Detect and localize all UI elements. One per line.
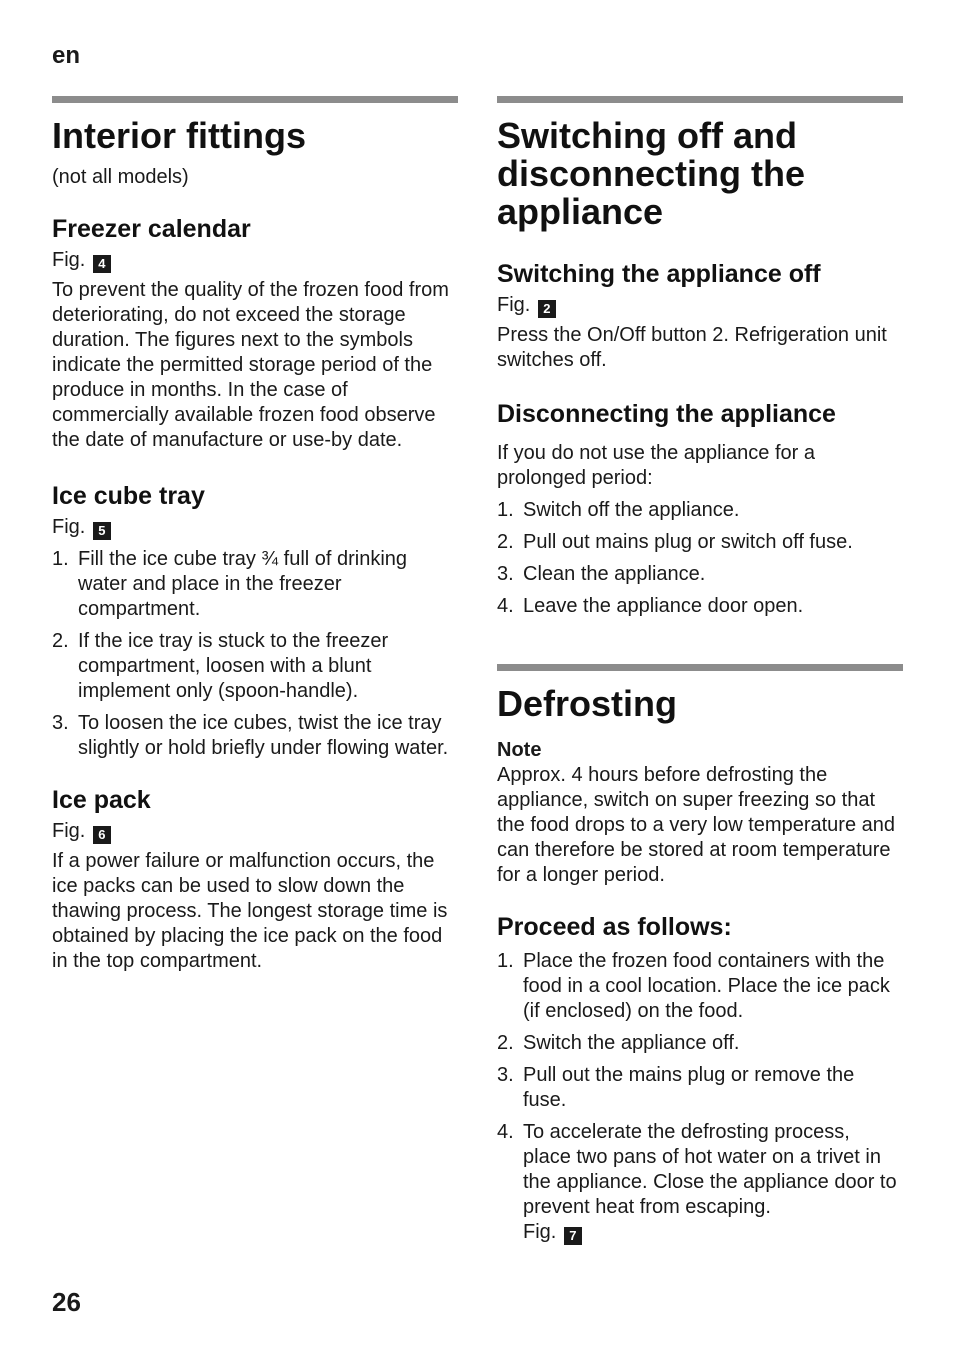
fig-number-box: 7 [564,1227,582,1245]
list-item-text: To loosen the ice cubes, twist the ice tray slightly or hold briefly under flowing water. [78,712,449,759]
section-rule [52,96,458,103]
list-item-text: Clean the appliance. [523,563,706,585]
disconnecting-intro: If you do not use the appliance for a prolonged period: [497,442,815,489]
disconnecting-steps [497,498,903,619]
list-item-text: Fill the ice cube tray ¾ full of drinking water and place in the freezer compartment. [78,548,408,620]
page-number: 26 [52,1287,81,1317]
fig-label: Fig. [497,294,531,316]
section-title-interior-fittings: Interior fittings [52,115,306,156]
freezer-calendar-text: To prevent the quality of the frozen food from deteriorating, do not exceed the storage duration. The figures next to the symbols indicate the permitted storage period of the produce in months. In the case of commercially available frozen food observe the date of manufacture or use-by date. [52,279,449,451]
list-item-text: Pull out the mains plug or remove the fuse. [523,1064,855,1111]
section-rule [497,96,903,103]
left-column [52,96,458,974]
fig-label: Fig. [52,516,86,538]
fig-number-box: 4 [93,255,111,273]
list-item-text: Switch off the appliance. [523,499,740,521]
figure-reference [497,293,903,318]
section-rule [497,664,903,671]
fig-number-box: 2 [538,300,556,318]
fig-number-box: 6 [93,826,111,844]
list-item-text: Pull out mains plug or switch off fuse. [523,531,853,553]
list-item: 1. Fill the ice cube tray ¾ full of drinking water and place in the freezer compartment. [52,548,408,620]
fig-label: Fig. [52,820,86,842]
list-item: 1. Place the frozen food containers with the food in a cool location. Place the ice pack (if enclosed) on the food. [497,950,890,1022]
list-item: 3. To loosen the ice cubes, twist the ice tray slightly or hold briefly under flowing water. [52,712,449,759]
switching-off-text: Press the On/Off button 2. Refrigeration unit switches off. [497,324,887,371]
list-item-text: Place the frozen food containers with the food in a cool location. Place the ice pack (if enclosed) on the food. [523,950,890,1022]
list-item: 2. Switch the appliance off. [497,1032,740,1054]
section-subtitle: (not all models) [52,166,189,188]
list-item: 3. Pull out the mains plug or remove the fuse. [497,1064,855,1111]
section-title-defrosting: Defrosting [497,683,677,724]
heading-proceed: Proceed as follows: [497,913,732,941]
list-item: 2. Pull out mains plug or switch off fuse. [497,531,853,553]
list-item: 4. Leave the appliance door open. [497,595,804,617]
list-item: 4. To accelerate the defrosting process, place two pans of hot water on a trivet in the appliance. Close the appliance door to prevent heat from escaping. Fig. 7 [497,1121,897,1243]
fig-label: Fig. [523,1221,557,1243]
section-title-switching-off: Switching off and disconnecting the appliance [497,115,806,232]
heading-switching-off: Switching the appliance off [497,260,821,288]
list-item: 1. Switch off the appliance. [497,499,740,521]
right-column [497,96,903,1245]
list-item-text: Leave the appliance door open. [523,595,804,617]
language-code: en [52,42,81,69]
fig-label: Fig. [52,249,86,271]
defrosting-steps [497,949,903,1245]
figure-reference [52,819,458,844]
heading-ice-pack: Ice pack [52,786,151,814]
list-item-text: To accelerate the defrosting process, place two pans of hot water on a trivet in the appliance. Close the appliance door to prevent heat from escaping. [523,1121,897,1218]
heading-disconnecting: Disconnecting the appliance [497,400,836,428]
heading-ice-cube-tray: Ice cube tray [52,482,205,510]
ice-pack-text: If a power failure or malfunction occurs, the ice packs can be used to slow down the thawing process. The longest storage time is obtained by placing the ice pack on the food in the top compartment. [52,850,448,972]
list-item: 3. Clean the appliance. [497,563,706,585]
note-text: Approx. 4 hours before defrosting the appliance, switch on super freezing so that the food drops to a very low temperature and can therefore be stored at room temperature for a longer period. [497,764,896,886]
note-heading: Note [497,739,542,761]
figure-reference [52,515,458,540]
figure-reference [52,248,458,273]
fig-number-box: 5 [93,522,111,540]
ice-cube-tray-steps [52,547,458,761]
heading-freezer-calendar: Freezer calendar [52,215,251,243]
list-item-text: Switch the appliance off. [523,1032,740,1054]
list-item: 2. If the ice tray is stuck to the freezer compartment, loosen with a blunt implement only (spoon-handle). [52,630,389,702]
list-item-text: If the ice tray is stuck to the freezer compartment, loosen with a blunt implement only (spoon-handle). [78,630,389,702]
